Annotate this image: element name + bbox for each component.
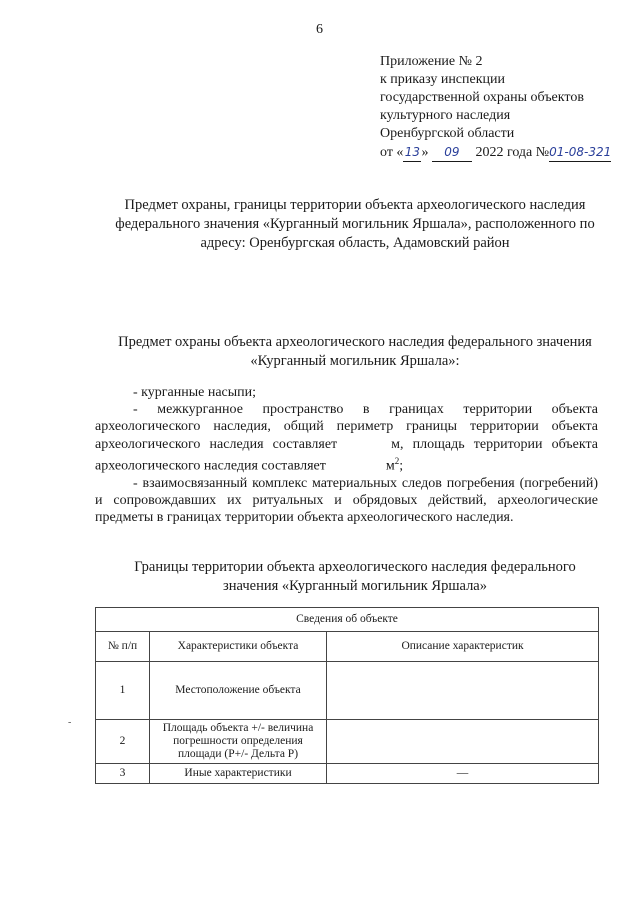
list-item: - взаимосвязанный комплекс материальных следов погребения (погребений) и сопровождавших их ритуальных и обрядовых действий, археологические предметы в границах территории объекта археологического наследия.: [95, 475, 598, 526]
row-desc: —: [327, 764, 599, 784]
appendix-block: [380, 53, 611, 162]
date-prefix: от «: [380, 145, 404, 160]
order-number-handwritten: 01-08-321: [549, 143, 611, 162]
page-number: 6: [316, 22, 323, 37]
appendix-line: государственной охраны объектов: [380, 90, 584, 105]
row-num: 3: [96, 764, 150, 784]
table-header-name: Характеристики объекта: [150, 632, 327, 662]
row-name: Площадь объекта +/- величина погрешности определения площади (P+/- Дельта P): [150, 720, 327, 764]
borders-line: Границы территории объекта археологического наследия федерального: [134, 559, 576, 575]
table-row: [96, 720, 599, 764]
title-line: федерального значения «Курганный могильник Яршала», расположенного по: [115, 216, 595, 232]
section-heading-borders: [95, 558, 615, 596]
appendix-line: Приложение № 2: [380, 54, 483, 69]
table-row: [96, 662, 599, 720]
list-item: - межкурганное пространство в границах территории объекта археологического наследия, общий периметр границы территории объекта археологического наследия составляет м, площадь территории объекта археологического наследия составляет $м^2$;: [95, 402, 598, 474]
borders-line: значения «Курганный могильник Яршала»: [223, 578, 487, 594]
month-handwritten: 09: [432, 143, 472, 162]
appendix-line: культурного наследия: [380, 108, 511, 123]
row-name: Местоположение объекта: [150, 662, 327, 720]
document-title: [95, 196, 615, 253]
year-text: 2022 года №: [475, 145, 550, 160]
section-heading-protection: [95, 333, 615, 371]
table-header-desc: Описание характеристик: [327, 632, 599, 662]
table-row: [96, 764, 599, 784]
day-handwritten: 13: [403, 143, 421, 162]
object-info-table: [95, 607, 599, 784]
appendix-line: Оренбургской области: [380, 126, 515, 141]
row-num: 1: [96, 662, 150, 720]
row-desc: [327, 662, 599, 720]
table-header-num: № п/п: [96, 632, 150, 662]
subtitle-line: «Курганный могильник Яршала»:: [250, 353, 460, 369]
appendix-date-line: [380, 143, 611, 162]
margin-mark: -: [68, 717, 72, 728]
row-name: Иные характеристики: [150, 764, 327, 784]
appendix-line: к приказу инспекции: [380, 72, 506, 87]
title-line: Предмет охраны, границы территории объекта археологического наследия: [124, 197, 586, 213]
subtitle-line: Предмет охраны объекта археологического наследия федерального значения: [118, 334, 592, 350]
date-mid: »: [421, 145, 429, 160]
title-line: адресу: Оренбургская область, Адамовский район: [200, 235, 510, 251]
row-num: 2: [96, 720, 150, 764]
protection-items: [95, 384, 598, 526]
list-item: - курганные насыпи;: [133, 385, 257, 400]
row-desc: [327, 720, 599, 764]
table-caption: Сведения об объекте: [96, 608, 599, 632]
